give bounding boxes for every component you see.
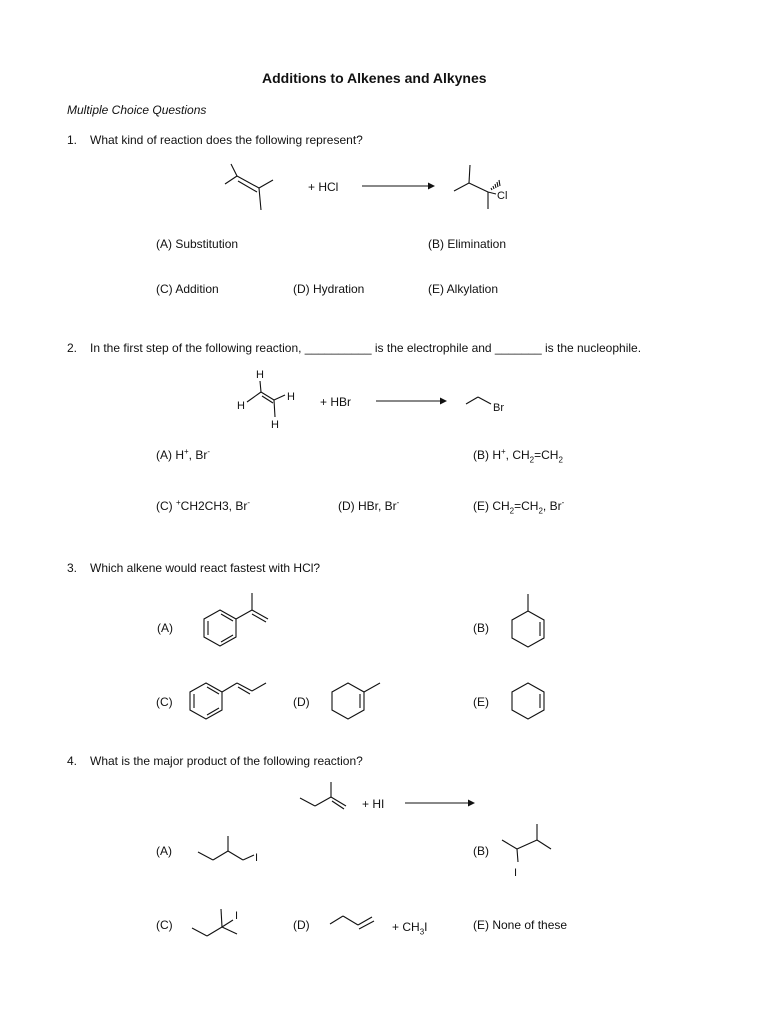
q2-option-b-post: , CH <box>505 448 530 462</box>
q4-option-a-iodine-label: I <box>255 852 259 864</box>
q4-option-d-reagent-post: I <box>424 920 428 934</box>
q1-reagent: + HCl <box>308 180 339 194</box>
q2-ethene-h-left: H <box>237 400 245 412</box>
question-2-number: 2. <box>67 341 78 355</box>
q4-option-e[interactable]: (E) None of these <box>473 918 568 932</box>
q2-option-c-pre: (C) <box>156 499 176 513</box>
q2-option-e[interactable] <box>473 498 565 516</box>
question-3-number: 3. <box>67 561 78 575</box>
q1-reactant-alkene-structure <box>225 162 285 214</box>
q2-option-d[interactable] <box>338 499 399 513</box>
q2-option-b-mid: =CH <box>534 448 559 462</box>
q2-ethene-structure <box>232 366 302 432</box>
q2-option-d-sup: - <box>396 498 400 507</box>
q2-option-e-pre: (E) CH <box>473 499 510 513</box>
q2-option-c[interactable] <box>156 499 250 513</box>
q2-option-b-sub1: 2 <box>529 455 535 465</box>
q3-option-b-structure <box>508 592 548 656</box>
page-title: Additions to Alkenes and Alkynes <box>262 70 487 86</box>
q3-option-a-structure <box>200 591 275 651</box>
q1-option-c[interactable]: (C) Addition <box>156 282 219 296</box>
q2-option-b-sup: + <box>501 447 506 456</box>
q2-option-c-sup2: - <box>247 498 251 507</box>
q4-option-d[interactable]: (D) <box>293 918 310 932</box>
q2-reaction-arrow <box>376 396 448 406</box>
q2-option-a-sup2: - <box>207 447 211 456</box>
q4-option-d-reagent-pre: CH <box>402 920 420 934</box>
q2-option-e-post: , Br <box>542 499 562 513</box>
q4-option-c-iodine-label: I <box>235 910 239 922</box>
q2-option-c-sup: + <box>176 498 181 507</box>
q2-product-bromoethane-structure <box>464 392 514 416</box>
question-4-text: What is the major product of the following reaction? <box>90 754 363 768</box>
q1-option-e[interactable]: (E) Alkylation <box>428 282 499 296</box>
q1-product-chloroalkane-structure <box>450 163 520 213</box>
q2-ethene-h-right: H <box>287 391 295 403</box>
q2-product-bromine-label: Br <box>493 402 504 414</box>
q4-reagent: + HI <box>362 797 385 811</box>
q4-option-d-reagent-sub: 3 <box>419 927 425 937</box>
q2-option-e-mid: =CH <box>514 499 539 513</box>
q1-product-chlorine-label: Cl <box>497 190 508 202</box>
q2-option-b-sub2: 2 <box>558 455 563 465</box>
q4-reaction-arrow <box>405 798 477 808</box>
q3-option-e-structure <box>508 674 550 724</box>
q2-option-b[interactable] <box>473 447 563 465</box>
q2-ethene-h-bottom: H <box>271 419 279 431</box>
q4-option-b-structure <box>500 822 556 880</box>
q2-option-a-pre: (A) H <box>156 448 184 462</box>
q2-option-e-sup: - <box>561 498 565 507</box>
q2-option-d-pre: (D) HBr, Br <box>338 499 397 513</box>
q4-option-c[interactable]: (C) <box>156 918 173 932</box>
q4-option-d-structure <box>328 912 380 936</box>
q4-option-d-reagent <box>392 920 428 937</box>
q2-ethene-h-top: H <box>256 369 264 381</box>
q2-option-e-sub2: 2 <box>538 506 543 516</box>
q3-option-c[interactable]: (C) <box>156 695 173 709</box>
question-4-number: 4. <box>67 754 78 768</box>
q4-option-a[interactable]: (A) <box>156 844 172 858</box>
q1-option-d[interactable]: (D) Hydration <box>293 282 365 296</box>
q3-option-c-structure <box>186 674 270 724</box>
q2-option-a-sup: + <box>184 447 189 456</box>
q2-option-e-sub1: 2 <box>509 506 515 516</box>
question-1-number: 1. <box>67 133 78 147</box>
q4-option-b[interactable]: (B) <box>473 844 489 858</box>
q3-option-d[interactable]: (D) <box>293 695 310 709</box>
q3-option-a[interactable]: (A) <box>157 621 173 635</box>
q3-option-e[interactable]: (E) <box>473 695 489 709</box>
section-subtitle: Multiple Choice Questions <box>67 103 207 117</box>
q3-option-b[interactable]: (B) <box>473 621 489 635</box>
q2-option-c-post: CH2CH3, Br <box>180 499 248 513</box>
q4-option-b-iodine-label: I <box>514 867 518 879</box>
q2-option-a[interactable] <box>156 448 210 462</box>
q4-reactant-alkene-structure <box>298 780 358 816</box>
question-2-text: In the first step of the following reaction, __________ is the electrophile and _______ is the nucleophile. <box>90 341 642 355</box>
question-1-text: What kind of reaction does the following represent? <box>90 133 363 147</box>
q2-reagent: + HBr <box>320 395 352 409</box>
q4-option-a-structure <box>196 834 272 870</box>
q4-option-c-structure <box>190 906 248 942</box>
q1-option-a[interactable]: (A) Substitution <box>156 237 239 251</box>
q3-option-d-structure <box>328 674 388 724</box>
q1-reaction-arrow <box>362 181 436 191</box>
q1-option-b[interactable]: (B) Elimination <box>428 237 507 251</box>
question-3-text: Which alkene would react fastest with HCl? <box>90 561 321 575</box>
q2-option-b-pre: (B) H <box>473 448 501 462</box>
q4-option-d-plus: + <box>392 920 400 934</box>
q2-option-a-post: , Br <box>188 448 208 462</box>
